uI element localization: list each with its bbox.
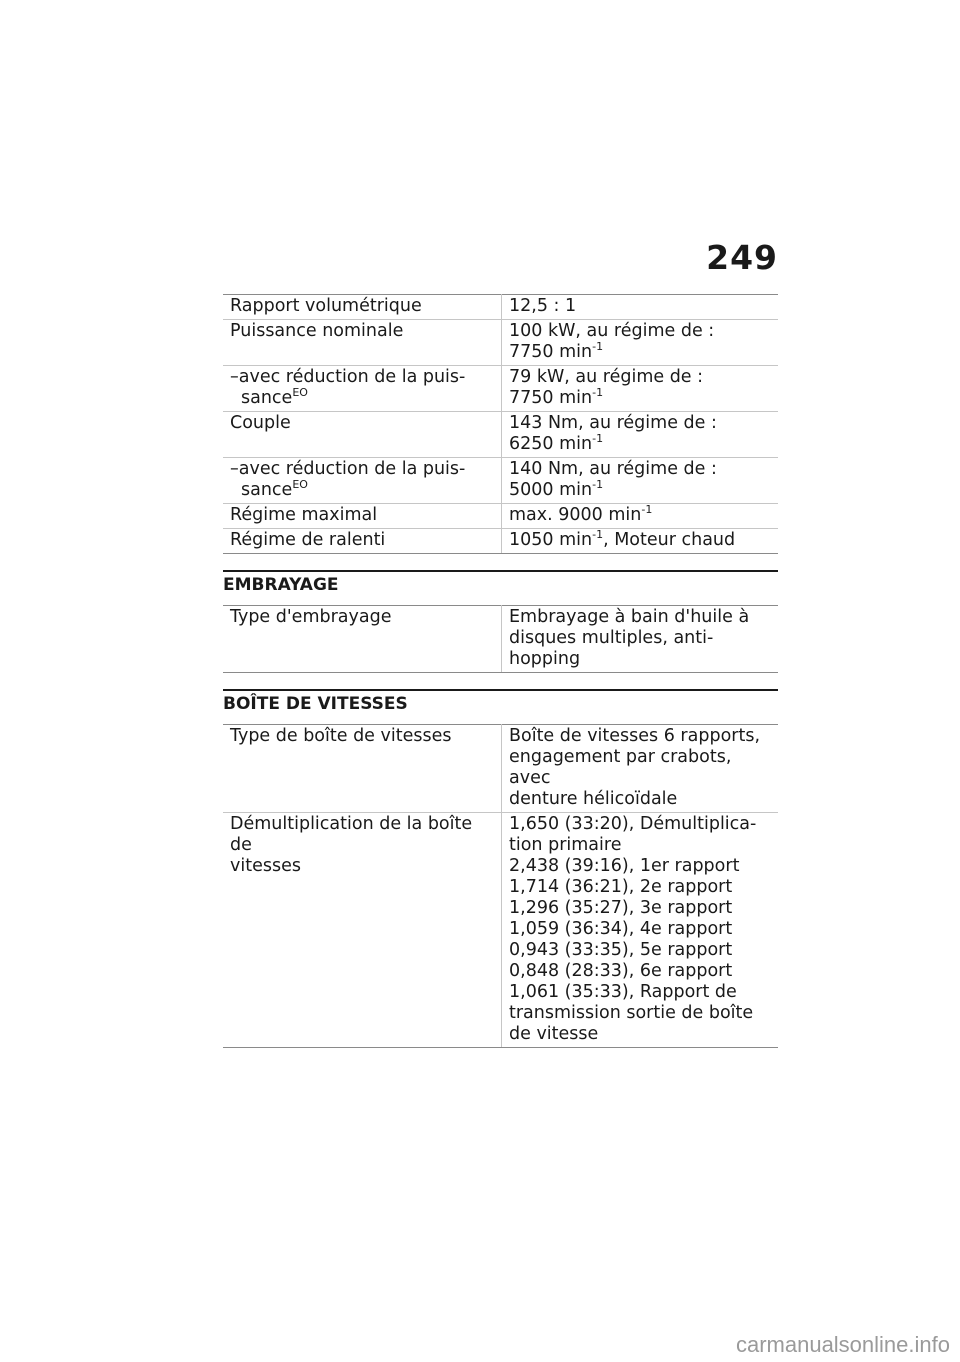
spec-value: 140 Nm, au régime de : 5000 $\min^{-1}$ xyxy=(502,458,779,504)
spec-label: Couple xyxy=(223,412,502,458)
clutch-spec-table xyxy=(223,605,778,673)
spec-label: Rapport volumétrique xyxy=(223,295,502,320)
engine-spec-table xyxy=(223,294,778,554)
spec-value: 1,650 (33:20), Démultiplica- tion primaire 2,438 (39:16), 1er rapport 1,714 (36:21), 2e rapport 1,296 (35:27), 3e rapport 1,059 (36:34), 4e rapport 0,943 (33:35), 5e rapport 0,848 (28:33), 6e rapport 1,061 (35:33), Rapport de transmission sortie de boîte de vitesse xyxy=(502,813,779,1048)
spec-value: 1050 $\min^{-1}$, Moteur chaud xyxy=(502,529,779,554)
clutch-heading: EMBRAYAGE xyxy=(223,570,778,605)
spec-value: 12,5 : 1 xyxy=(502,295,779,320)
watermark-text: carmanualsonline.info xyxy=(735,1332,950,1357)
table-row xyxy=(223,458,778,504)
spec-value: Embrayage à bain d'huile à disques multiples, anti-hopping xyxy=(502,606,779,673)
spec-label: Régime de ralenti xyxy=(223,529,502,554)
spec-value: 143 Nm, au régime de : 6250 $\min^{-1}$ xyxy=(502,412,779,458)
spec-label: Puissance nominale xyxy=(223,320,502,366)
table-row xyxy=(223,813,778,1048)
spec-label: –avec réduction de la puis- sance$^{EO}$ xyxy=(223,366,502,412)
gearbox-heading: BOÎTE DE VITESSES xyxy=(223,689,778,724)
table-row xyxy=(223,504,778,529)
table-row xyxy=(223,606,778,673)
table-row xyxy=(223,366,778,412)
page-number: 249 xyxy=(706,238,778,277)
table-row xyxy=(223,529,778,554)
gearbox-spec-table xyxy=(223,724,778,1048)
table-row xyxy=(223,412,778,458)
spec-label: Type de boîte de vitesses xyxy=(223,725,502,813)
spec-label: –avec réduction de la puis- sance$^{EO}$ xyxy=(223,458,502,504)
table-row xyxy=(223,320,778,366)
spec-value: 79 kW, au régime de : 7750 $\min^{-1}$ xyxy=(502,366,779,412)
table-row xyxy=(223,295,778,320)
spec-content xyxy=(223,294,778,1048)
spec-label: Démultiplication de la boîte de vitesses xyxy=(223,813,502,1048)
spec-label: Type d'embrayage xyxy=(223,606,502,673)
spec-value: max. 9000 $\min^{-1}$ xyxy=(502,504,779,529)
table-row xyxy=(223,725,778,813)
spec-value: Boîte de vitesses 6 rapports, engagement par crabots, avec denture hélicoïdale xyxy=(502,725,779,813)
spec-label: Régime maximal xyxy=(223,504,502,529)
spec-value: 100 kW, au régime de : 7750 $\min^{-1}$ xyxy=(502,320,779,366)
